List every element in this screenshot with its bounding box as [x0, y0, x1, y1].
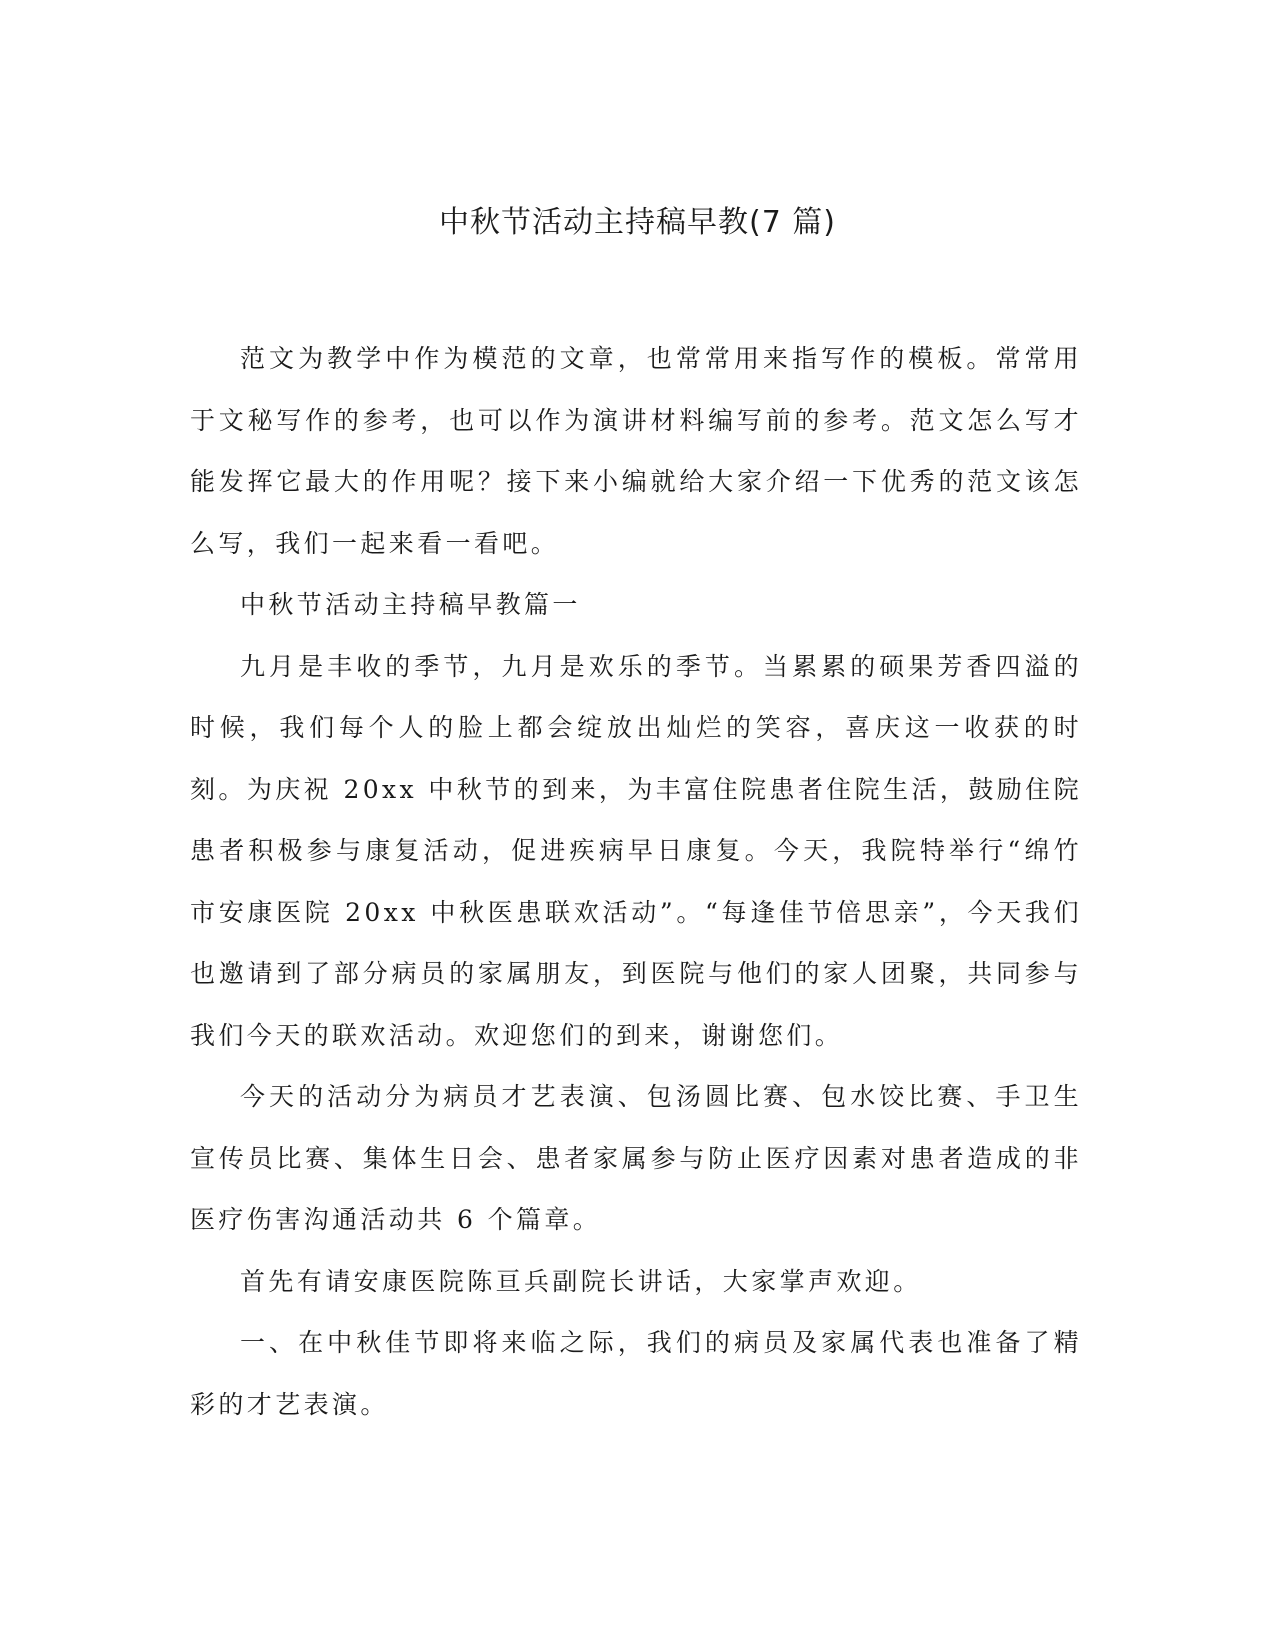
document-title: 中秋节活动主持稿早教(7 篇)	[438, 205, 837, 240]
body-paragraph: 今天的活动分为病员才艺表演、包汤圆比赛、包水饺比赛、手卫生宣传员比赛、集体生日会、患者家属参与防止医疗因素对患者造成的非医疗伤害沟通活动共 6 个篇章。	[190, 1082, 1082, 1234]
intro-paragraph: 范文为教学中作为模范的文章，也常常用来指写作的模板。常常用于文秘写作的参考，也可以作为演讲材料编写前的参考。范文怎么写才能发挥它最大的作用呢？接下来小编就给大家介绍一下优秀的范文该怎么写，我们一起来看一看吧。	[190, 344, 1082, 558]
body-paragraph: 九月是丰收的季节，九月是欢乐的季节。当累累的硕果芳香四溢的时候，我们每个人的脸上都会绽放出灿烂的笑容，喜庆这一收获的时刻。为庆祝 20xx 中秋节的到来，为丰富住院患者住院生活，鼓励住院患者积极参与康复活动，促进疾病早日康复。今天，我院特举行“绵竹市安康医院 20xx 中秋医患联欢活动”。“每逢佳节倍思亲”，今天我们也邀请到了部分病员的家属朋友，到医院与他们的家人团聚，共同参与我们今天的联欢活动。欢迎您们的到来，谢谢您们。	[190, 651, 1082, 1050]
body-paragraph: 首先有请安康医院陈亘兵副院长讲话，大家掌声欢迎。	[240, 1266, 922, 1296]
document-body	[190, 328, 1082, 1435]
body-paragraph: 一、在中秋佳节即将来临之际，我们的病员及家属代表也准备了精彩的才艺表演。	[190, 1328, 1082, 1419]
section-heading: 中秋节活动主持稿早教篇一	[240, 590, 581, 619]
